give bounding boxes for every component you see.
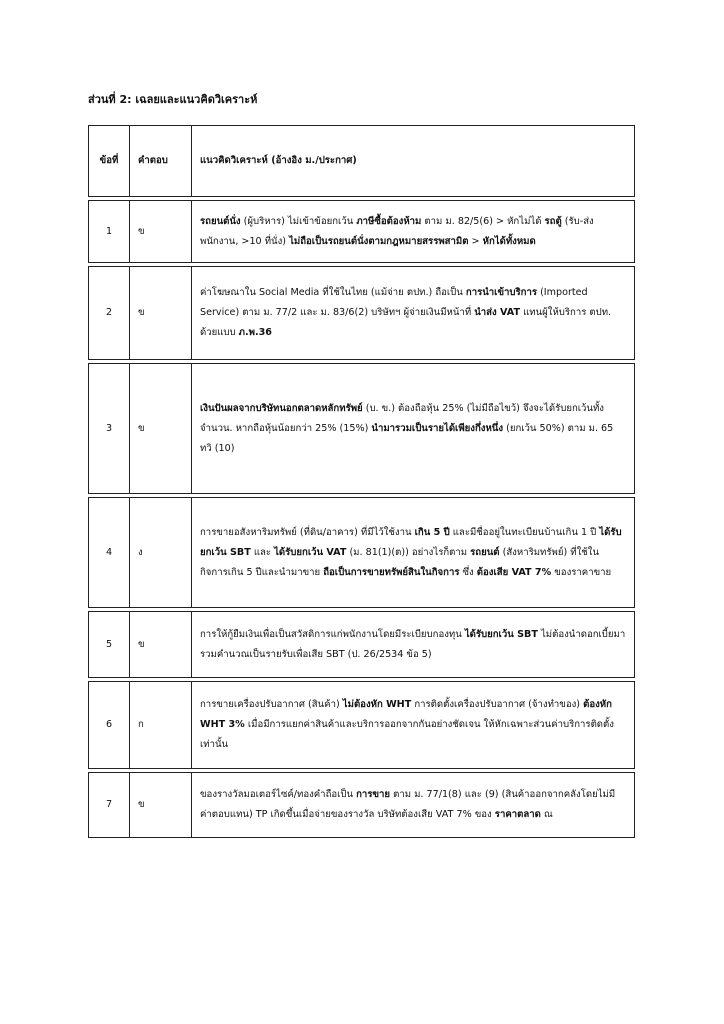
emphasis-text: รถยนต์นั่ง [200,215,241,227]
body-text: (สังหาริมทรัพย์) ที่ใช้ในกิจการเกิน 5 ปีและนำมาขาย [200,546,600,578]
emphasis-text: เงินปันผลจากบริษัทนอกตลาดหลักทรัพย์ [200,402,363,414]
analysis-cell [192,772,635,838]
answer-cell: ข [130,772,192,838]
emphasis-text: รถยนต์ [470,546,500,558]
table-row [88,363,635,494]
analysis-cell [192,363,635,494]
body-text: การขายเครื่องปรับอากาศ (สินค้า) [200,699,343,710]
answer-cell: ข [130,200,192,263]
body-text: (ม. 81(1)(ต)) อย่างไรก็ตาม [346,546,471,558]
section-title: ส่วนที่ 2: เฉลยและแนวคิดวิเคราะห์ [88,93,258,106]
emphasis-text: นำมารวมเป็นรายได้เพียงกึ่งหนึ่ง [371,422,504,434]
emphasis-text: การนำเข้าบริการ [465,287,538,298]
table-row [88,266,635,360]
table-row [88,611,635,678]
emphasis-text: ไม่ต้องหัก WHT [342,699,412,710]
emphasis-text: ภ.พ.36 [238,327,272,338]
analysis-cell [192,681,635,769]
answer-cell: ก [130,681,192,769]
table-row [88,681,635,769]
body-text: ณ [540,809,553,820]
analysis-cell [192,497,635,608]
body-text: เมื่อมีการแยกค่าสินค้าและบริการออกจากกันอย่างชัดเจน ให้หักเฉพาะส่วนค่าบริการติดตั้งเท่านั้น [200,719,614,750]
body-text: และมีชื่ออยู่ในทะเบียนบ้านเกิน 1 ปี [449,526,600,538]
emphasis-text: ได้รับยกเว้น SBT [464,628,538,640]
body-text: การติดตั้งเครื่องปรับอากาศ (จ้างทำของ) [411,699,584,710]
emphasis-text: ราคาตลาด [494,809,541,820]
item-number: 2 [88,266,130,360]
item-number: 3 [88,363,130,494]
answer-cell: ข [130,266,192,360]
header-item-number: ข้อที่ [88,125,130,197]
header-analysis: แนวคิดวิเคราะห์ (อ้างอิง ม./ประกาศ) [192,125,635,197]
analysis-cell [192,200,635,263]
answer-cell: ข [130,611,192,678]
body-text: การให้กู้ยืมเงินเพื่อเป็นสวัสดิการแก่พนักงานโดยมีระเบียบกองทุน [200,628,465,640]
emphasis-text: หักได้ทั้งหมด [482,235,536,247]
body-text: (Imported Service) ตาม ม. 77/2 และ ม. 83/6(2) บริษัทฯ ผู้จ่ายเงินมีหน้าที่ [200,287,588,318]
body-text: แทนผู้ให้บริการ ตปท. ด้วยแบบ [200,307,612,338]
body-text: (ผู้บริหาร) ไม่เข้าข้อยกเว้น [240,215,357,227]
body-text: ซึ่ง [459,566,477,578]
analysis-cell [192,611,635,678]
emphasis-text: ได้รับยกเว้น VAT [274,546,347,558]
item-number: 1 [88,200,130,263]
body-text: และ [250,546,275,558]
body-text: ไม่ต้องนำดอกเบี้ยมารวมคำนวณเป็นรายรับเพื่อเสีย SBT (ป. 26/2534 ข้อ 5) [200,628,626,660]
emphasis-text: เกิน 5 ปี [414,526,450,538]
emphasis-text: ได้รับยกเว้น SBT [200,526,622,558]
item-number: 5 [88,611,130,678]
analysis-cell [192,266,635,360]
table-row [88,772,635,838]
item-number: 4 [88,497,130,608]
emphasis-text: นำส่ง VAT [474,307,521,318]
table-row [88,497,635,608]
body-text: ตาม ม. 77/1(8) และ (9) (สินค้าออกจากคลังโดยไม่มีค่าตอบแทน) TP เกิดขึ้นเมื่อจ่ายของรางวัล บริษัทต้องเสีย VAT 7% ของ [200,789,616,820]
body-text: ตาม ม. 82/5(6) > หักไม่ได้ [421,215,545,227]
table-header-row [88,125,635,197]
emphasis-text: การขาย [356,789,391,800]
item-number: 6 [88,681,130,769]
emphasis-text: ไม่ถือเป็นรถยนต์นั่งตามกฎหมายสรรพสามิต [289,235,469,247]
body-text: การขายอสังหาริมทรัพย์ (ที่ดิน/อาคาร) ที่มีไว้ใช้งาน [200,526,415,538]
body-text: (ยกเว้น 50%) ตาม ม. 65 ทวิ (10) [200,422,614,454]
answer-cell: ง [130,497,192,608]
body-text: > [468,235,483,247]
body-text: ของราคาขาย [551,566,612,578]
answer-table [88,122,635,841]
body-text: ค่าโฆษณาใน Social Media ที่ใช้ในไทย (แม้จ่าย ตปท.) ถือเป็น [200,287,466,298]
emphasis-text: ถือเป็นการขายทรัพย์สินในกิจการ [323,566,460,578]
emphasis-text: รถตู้ [544,215,562,227]
table-row [88,200,635,263]
body-text: (บ. ข.) ต้องถือหุ้น 25% (ไม่มีถือไขว้) จึงจะได้รับยกเว้นทั้งจำนวน. หากถือหุ้นน้อยกว่า 25% (15%) [200,402,604,434]
emphasis-text: ต้องเสีย VAT 7% [476,566,552,578]
emphasis-text: ต้องหัก WHT 3% [200,699,612,730]
body-text: (รับ-ส่งพนักงาน, >10 ที่นั่ง) [200,215,594,247]
header-answer: คำตอบ [130,125,192,197]
emphasis-text: ภาษีซื้อต้องห้าม [356,215,422,227]
answer-cell: ข [130,363,192,494]
item-number: 7 [88,772,130,838]
body-text: ของรางวัลมอเตอร์ไซค์/ทองคำถือเป็น [200,789,357,800]
